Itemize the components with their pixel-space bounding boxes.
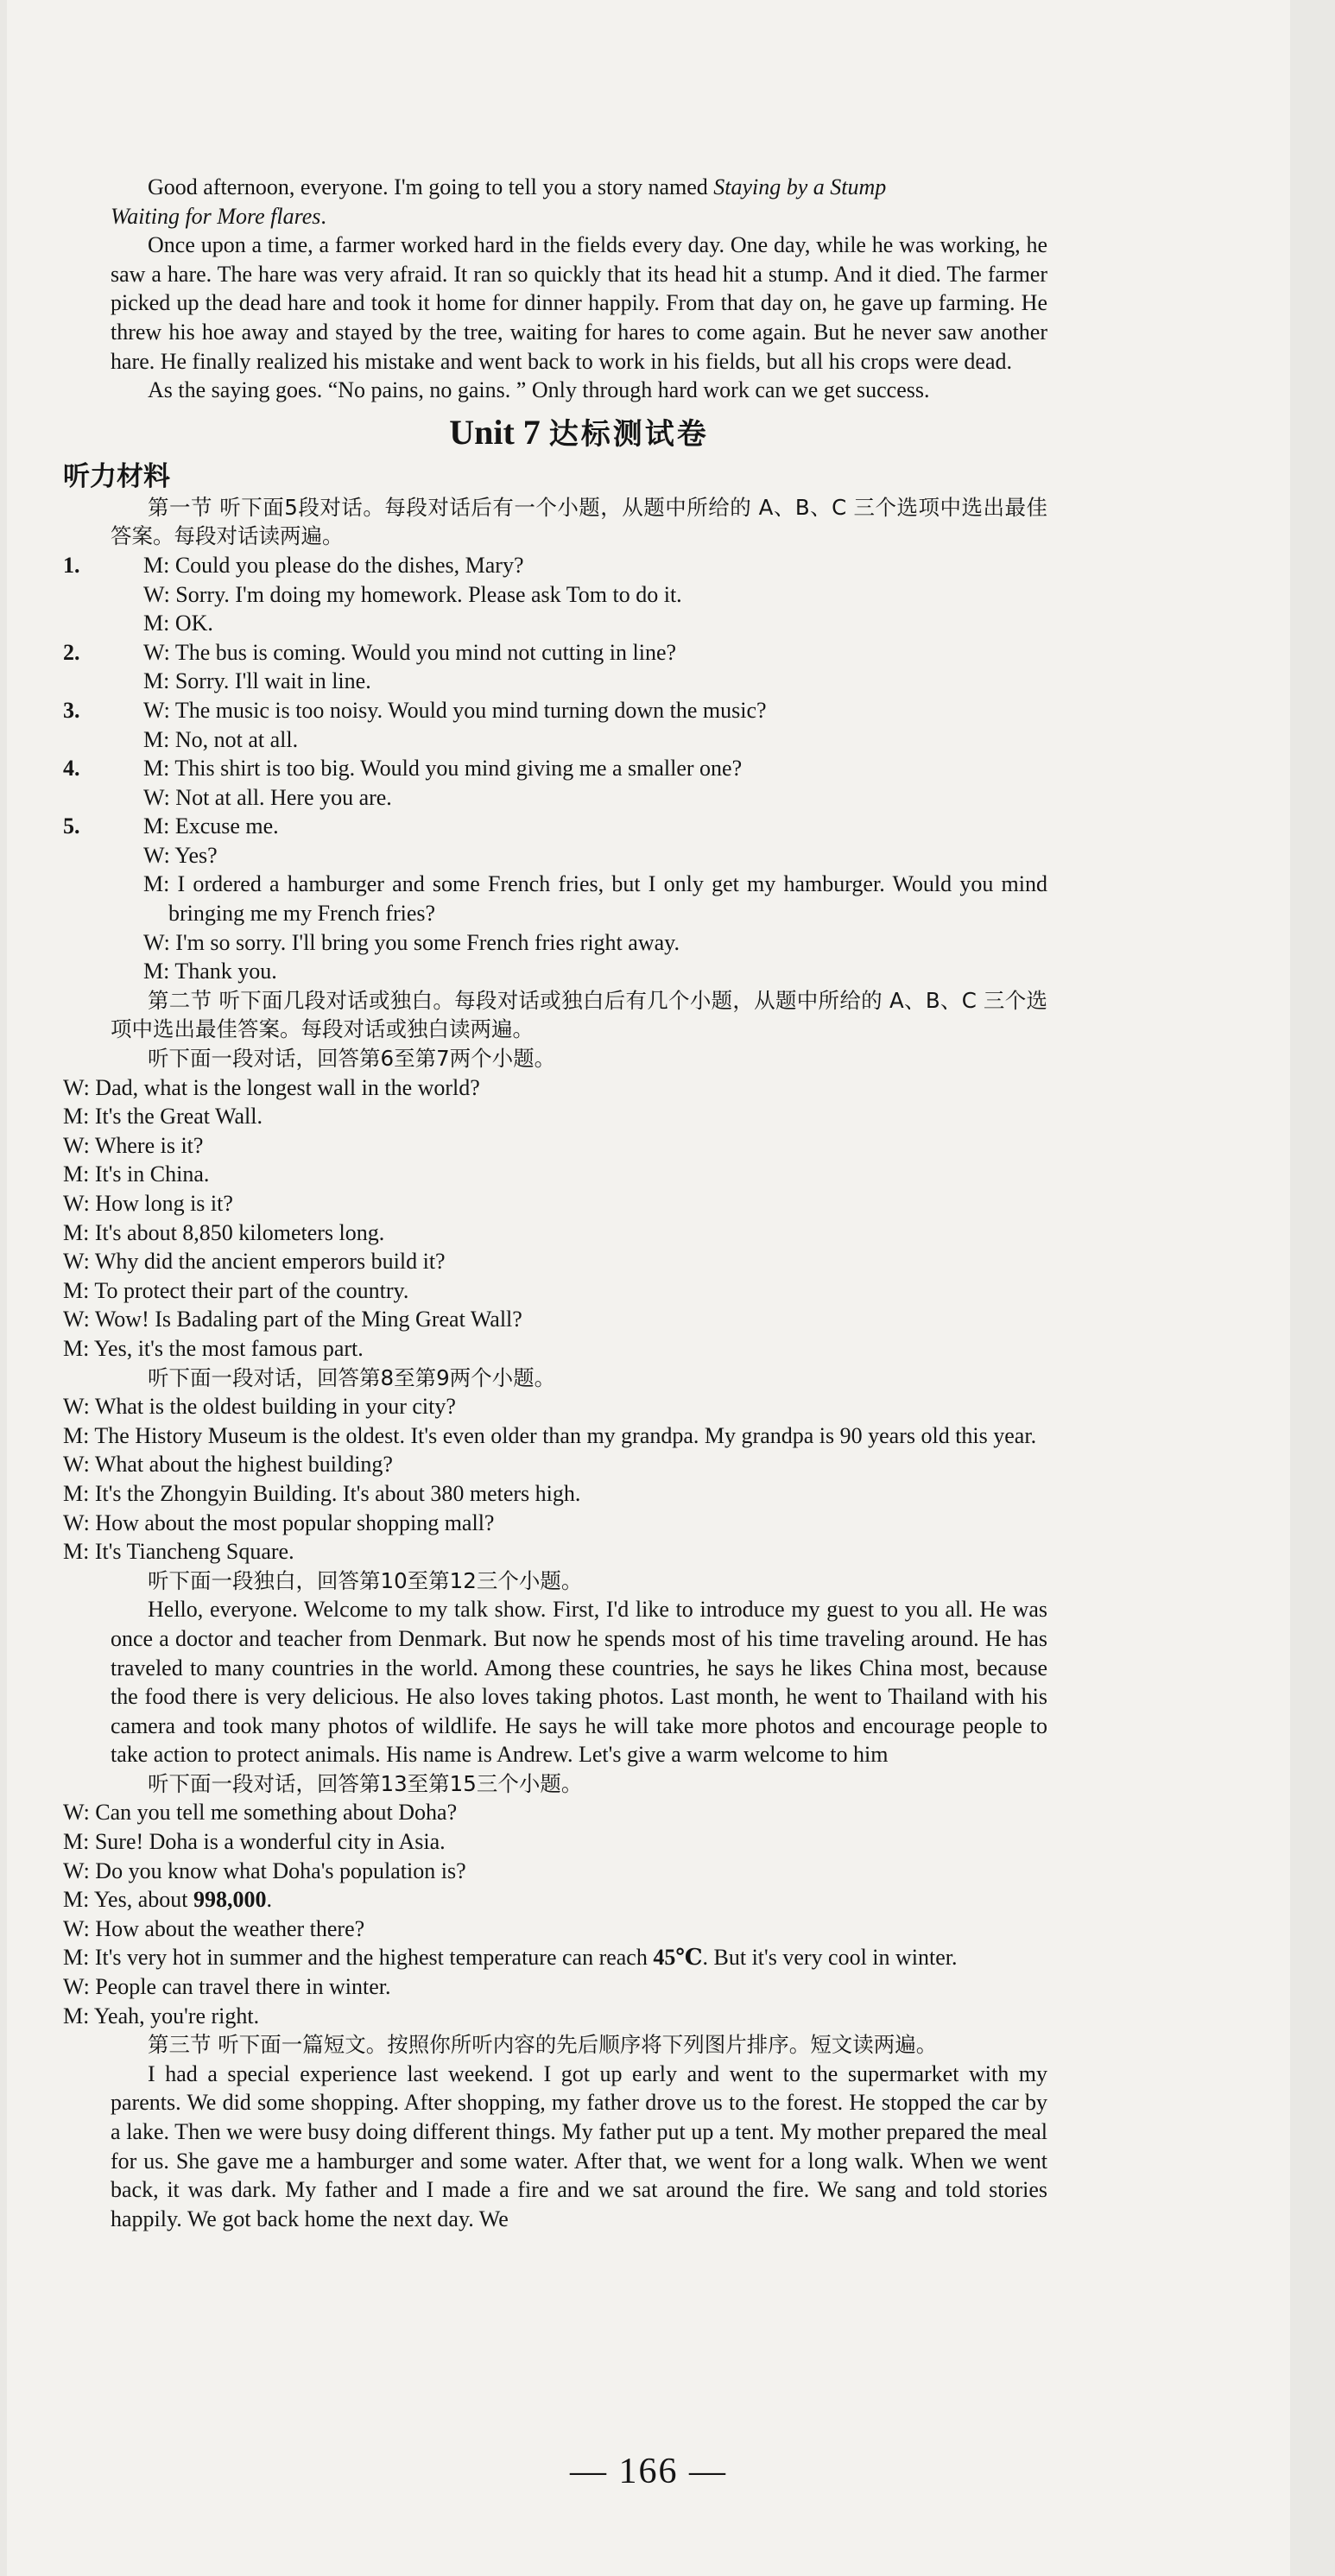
story-paragraph-1: Good afternoon, everyone. I'm going to tell you a story named Staying by a Stump [148, 174, 887, 199]
story-paragraph-1-cont: Waiting for More flares. [111, 203, 326, 229]
dialogue-line: M: Sure! Doha is a wonderful city in Asia. [63, 1829, 446, 1855]
dialogue-line: W: What about the highest building? [63, 1452, 393, 1478]
dialogue-heading-8-9: 听下面一段对话，回答第8至第9两个小题。 [148, 1364, 556, 1390]
dialogue-line: M: Yeah, you're right. [63, 2003, 260, 2029]
page [7, 0, 1290, 2576]
dialogue-line: W: Wow! Is Badaling part of the Ming Great Wall? [63, 1307, 522, 1332]
dialogue-line: W: I'm so sorry. I'll bring you some French fries right away. [143, 929, 680, 955]
unit-title [111, 407, 1047, 460]
passage-text: I had a special experience last weekend. I got up early and went to the supermarket with my parents. We did some shopping. After shopping, my father drove us to the forest. He stopped the car by a lake. Then we were busy doing different things. My father put up a tent. My mother prepared the meal for us. She gave me a hamburger and some water. After that, we went for a long walk. When we went back, it was dark. My father and I made a fire and we sat around the fire. We sang and told stories happily. We got back home the next day. We [111, 2060, 1047, 2231]
part3-intro: 第三节 听下面一篇短文。按照你所听内容的先后顺序将下列图片排序。短文读两遍。 [148, 2032, 938, 2058]
dialogue-item-4: 4. M: This shirt is too big. Would you mind giving me a smaller one? W: Not at all. Here you are. [111, 754, 1047, 812]
dialogue-item-3: 3. W: The music is too noisy. Would you mind turning down the music? M: No, not at all. [111, 696, 1047, 754]
dialogue-heading-6-7: 听下面一段对话，回答第6至第7两个小题。 [148, 1046, 556, 1072]
dialogue-line: M: No, not at all. [143, 726, 299, 752]
part2-intro: 第二节 听下面几段对话或独白。每段对话或独白后有几个小题，从题中所给的 A、B、C 三个选项中选出最佳答案。每段对话或独白读两遍。 [111, 987, 1047, 1042]
story-paragraph-3: As the saying goes. “No pains, no gains. ” Only through hard work can we get success. [148, 377, 930, 403]
monologue-text: Hello, everyone. Welcome to my talk show. First, I'd like to introduce my guest to you all. He was once a doctor and teacher from Denmark. But now he spends most of his time traveling around. He has traveled to many countries in the world. Among these countries, he says he likes China most, because the food there is very delicious. He also loves taking photos. Last month, he went to Thailand with his camera and took many photos of wildlife. He says he will take more photos and encourage people to take action to protect animals. His name is Andrew. Let's give a warm welcome to him [111, 1597, 1047, 1768]
part1-intro: 第一节 听下面5段对话。每段对话后有一个小题，从题中所给的 A、B、C 三个选项中选出最佳答案。每段对话读两遍。 [111, 494, 1047, 549]
dialogue-line: M: It's the Great Wall. [63, 1104, 263, 1130]
dialogue-line: W: Sorry. I'm doing my homework. Please ask Tom to do it. [143, 581, 682, 607]
page-number: — 166 — [570, 2452, 727, 2491]
dialogue-item-5: 5. M: Excuse me. W: Yes? M: I ordered a hamburger and some French fries, but I only get my hamburger. Would you mind bringing me my French fries? W: I'm so sorry. I'll bring you some French fries right away. M: Thank you. [111, 812, 1047, 986]
dialogue-line: W: Not at all. Here you are. [143, 784, 392, 810]
dialogue-line: M: To protect their part of the country. [63, 1277, 409, 1303]
dialogue-line: M: This shirt is too big. Would you mind giving me a smaller one? [143, 756, 743, 782]
dialogue-line: W: The bus is coming. Would you mind not cutting in line? [143, 639, 677, 665]
text-column [63, 173, 1047, 2233]
dialogue-line: M: Could you please do the dishes, Mary? [143, 552, 524, 578]
dialogue-line: W: Can you tell me something about Doha? [63, 1800, 458, 1826]
dialogue-line: W: What is the oldest building in your city? [63, 1394, 456, 1420]
dialogue-line: M: Sorry. I'll wait in line. [143, 668, 371, 694]
dialogue-line: M: Excuse me. [143, 813, 279, 839]
dialogue-line: W: Why did the ancient emperors build it? [63, 1249, 446, 1275]
dialogue-line: M: Thank you. [143, 959, 277, 984]
dialogue-heading-13-15: 听下面一段对话，回答第13至第15三个小题。 [148, 1770, 583, 1796]
monologue-heading-10-12: 听下面一段独白，回答第10至第12三个小题。 [148, 1567, 583, 1593]
unit-title-en: Unit 7 [449, 412, 541, 452]
dialogue-line: W: Dad, what is the longest wall in the world? [63, 1074, 480, 1100]
dialogue-line: M: Yes, it's the most famous part. [63, 1335, 364, 1361]
unit-title-cn: 达标测试卷 [548, 416, 709, 452]
dialogue-item-1: 1. M: Could you please do the dishes, Mary? W: Sorry. I'm doing my homework. Please ask Tom to do it. M: OK. [111, 551, 1047, 638]
dialogue-line: M: It's the Zhongyin Building. It's about 380 meters high. [63, 1480, 581, 1506]
dialogue-line: W: People can travel there in winter. [63, 1974, 391, 2000]
dialogue-line: W: How about the most popular shopping mall? [63, 1510, 495, 1535]
section-heading: 听力材料 [63, 460, 170, 492]
dialogue-line: W: How long is it? [63, 1191, 233, 1216]
dialogue-line: M: The History Museum is the oldest. It's even older than my grandpa. My grandpa is 90 years old this year. [63, 1422, 1037, 1448]
dialogue-line: M: Yes, about 998,000. [63, 1887, 272, 1913]
dialogue-line: M: It's very hot in summer and the highest temperature can reach 45℃. But it's very cool in winter. [63, 1945, 958, 1971]
story-paragraph-2: Once upon a time, a farmer worked hard in the fields every day. One day, while he was working, he saw a hare. The hare was very afraid. It ran so quickly that its head hit a stump. And it died. The farmer picked up the dead hare and took it home for dinner happily. From that day on, he gave up farming. He threw his hoe away and stayed by the tree, waiting for hares to come again. But he never saw another hare. He finally realized his mistake and went back to work in his fields, but all his crops were dead. [111, 232, 1047, 374]
dialogue-line: M: It's Tiancheng Square. [63, 1539, 294, 1565]
dialogue-line: W: How about the weather there? [63, 1915, 365, 1941]
dialogue-item-2: 2. W: The bus is coming. Would you mind not cutting in line? M: Sorry. I'll wait in line. [111, 638, 1047, 696]
dialogue-line: M: It's in China. [63, 1161, 210, 1187]
dialogue-line: W: The music is too noisy. Would you mind turning down the music? [143, 697, 767, 723]
dialogue-line: W: Where is it? [63, 1132, 204, 1158]
dialogue-line: M: OK. [143, 611, 213, 636]
dialogue-line: W: Do you know what Doha's population is? [63, 1858, 466, 1883]
dialogue-line: M: It's about 8,850 kilometers long. [63, 1219, 385, 1245]
dialogue-line: W: Yes? [143, 842, 218, 868]
dialogue-line: M: I ordered a hamburger and some French fries, but I only get my hamburger. Would you mind bringing me my French fries? [143, 871, 1047, 927]
